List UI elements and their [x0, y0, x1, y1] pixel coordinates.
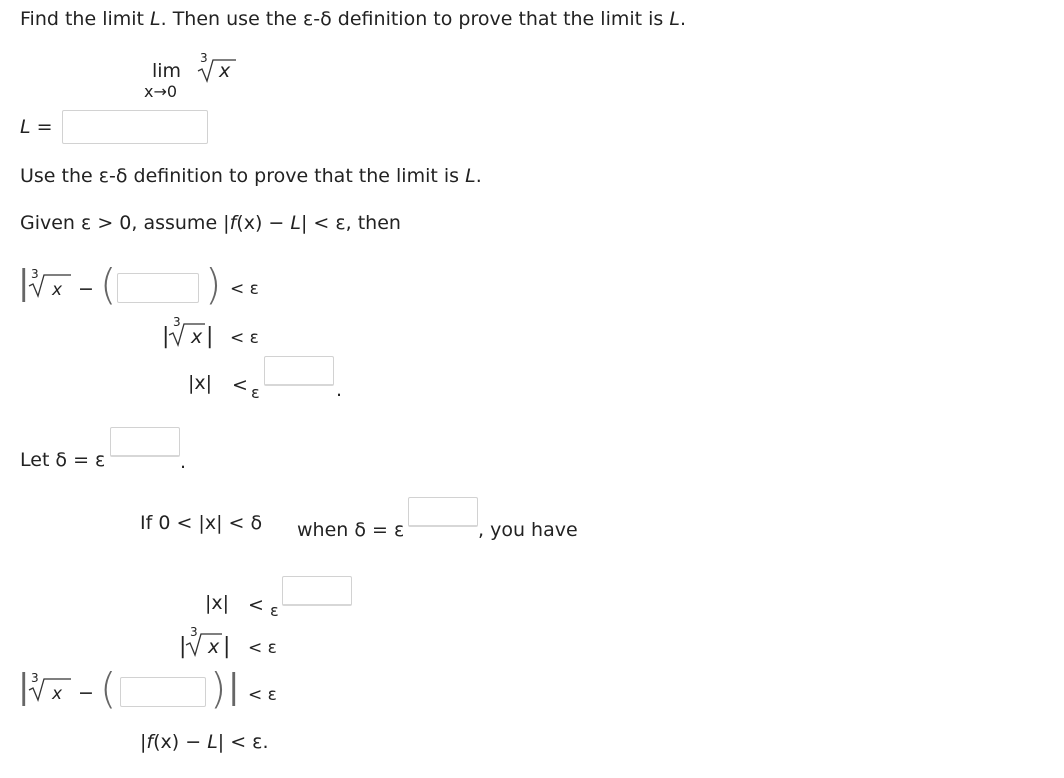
prompt-L: L: [150, 8, 161, 30]
limit-approach: x→0: [144, 82, 178, 101]
line3-period: .: [336, 379, 343, 401]
line5-abs-left: |: [179, 634, 187, 659]
given-text: Given ε > 0, assume |: [20, 212, 230, 234]
line1-minus: −: [78, 278, 94, 300]
final-end: | < ε.: [217, 731, 269, 753]
line3-lt: <: [232, 374, 248, 396]
line2-radicand: x: [191, 326, 203, 348]
limit-root-index: 3: [200, 51, 208, 65]
line1-root-index: 3: [31, 267, 39, 281]
line6-abs-right: |: [228, 667, 240, 707]
answer-eq: =: [36, 116, 53, 138]
line3-abs-x: |x|: [188, 372, 213, 394]
prompt-L-2: L: [669, 8, 680, 30]
line6-paren-open: (: [100, 664, 117, 713]
intro-end: .: [475, 165, 482, 187]
line6-radicand: x: [52, 684, 63, 704]
line6-root-index: 3: [31, 671, 39, 685]
line5-lt-eps: < ε: [248, 638, 277, 658]
line4-exponent-input[interactable]: [282, 576, 352, 606]
line6-lt-eps: < ε: [248, 685, 277, 705]
final-mid: (x) −: [153, 731, 208, 753]
intro-text: Use the ε-δ definition to prove that the limit is: [20, 165, 466, 187]
line1-paren-open: (: [100, 260, 117, 309]
line4-lt: <: [248, 594, 264, 616]
prompt-end: .: [679, 8, 686, 30]
line6-minus: −: [78, 682, 94, 704]
line2-lt-eps: < ε: [230, 328, 259, 348]
line3-eps: ε: [251, 383, 260, 402]
given-L: L: [290, 212, 301, 234]
answer-L: L: [20, 116, 31, 138]
let-delta-period: .: [180, 451, 187, 473]
when-exponent-input[interactable]: [408, 497, 478, 527]
line5-abs-right: |: [223, 634, 231, 659]
line3-exponent-input[interactable]: [264, 356, 334, 386]
prompt-text-2: . Then use the ε-δ definition to prove that the limit is: [160, 8, 670, 30]
proof-intro: [20, 167, 482, 186]
final-L: L: [207, 731, 218, 753]
line2-abs-left: |: [162, 324, 170, 349]
line4-abs-x: |x|: [205, 592, 230, 614]
let-delta: Let δ = ε: [20, 449, 106, 471]
line4-eps: ε: [270, 601, 279, 620]
line2-abs-right: |: [206, 324, 214, 349]
line5-root-index: 3: [190, 625, 198, 639]
intro-L: L: [465, 165, 476, 187]
given-end: | < ε, then: [300, 212, 401, 234]
line1-lt-eps: < ε: [230, 279, 259, 299]
prompt-text: Find the limit: [20, 8, 151, 30]
question-prompt: [20, 10, 686, 29]
limit-radicand: x: [219, 60, 231, 82]
answer-L-input[interactable]: [62, 110, 208, 144]
line1-abs-left: |: [18, 263, 30, 303]
answer-label: [20, 118, 53, 137]
line2-root-index: 3: [173, 315, 181, 329]
final-line: [140, 733, 269, 752]
final-f: f: [146, 731, 154, 753]
line6-abs-left: |: [18, 667, 30, 707]
limit-lim: lim: [152, 60, 182, 82]
if-text: If 0 < |x| < δ: [140, 512, 263, 534]
let-delta-exponent-input[interactable]: [110, 427, 180, 457]
line1-paren-close: ): [205, 260, 222, 309]
you-have-text: , you have: [478, 519, 578, 541]
final-pre: |: [140, 731, 147, 753]
when-text: when δ = ε: [297, 519, 405, 541]
line1-radicand: x: [52, 280, 63, 300]
given-rest: (x) −: [236, 212, 291, 234]
line5-radicand: x: [208, 636, 220, 658]
given-f: f: [229, 212, 237, 234]
line1-blank-input[interactable]: [117, 273, 199, 303]
line6-paren-close: ): [210, 664, 227, 713]
proof-given: [20, 214, 401, 233]
line6-blank-input[interactable]: [120, 677, 206, 707]
